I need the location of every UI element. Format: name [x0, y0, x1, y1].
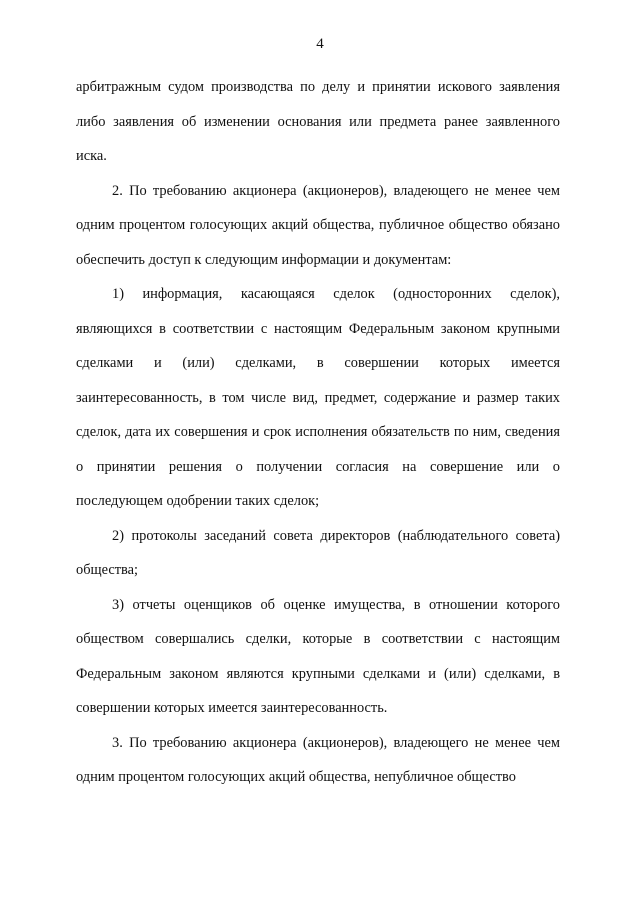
paragraph-item-3: 3) отчеты оценщиков об оценке имущества, в отношении которого обществом совершались сделки, которые в соответствии с настоящим Федеральным законом являются крупными сделками и (или) сделками, в совершении которых имеется заинтересованность.	[76, 596, 560, 716]
paragraph-continuation: арбитражным судом производства по делу и принятии искового заявления либо заявления об изменении основания или предмета ранее заявленного иска.	[76, 79, 560, 164]
paragraph-item-2: 2) протоколы заседаний совета директоров (наблюдательного совета) общества;	[76, 527, 560, 578]
paragraph-clause-3: 3. По требованию акционера (акционеров), владеющего не менее чем одним процентом голосующих акций общества, непубличное общество	[76, 734, 560, 785]
document-body	[76, 70, 560, 795]
paragraph-clause-2: 2. По требованию акционера (акционеров), владеющего не менее чем одним процентом голосующих акций общества, публичное общество обязано обеспечить доступ к следующим информации и документам:	[76, 182, 560, 268]
paragraph-item-1: 1) информация, касающаяся сделок (односторонних сделок), являющихся в соответствии с настоящим Федеральным законом крупными сделками и (или) сделками, в совершении которых имеется заинтересованность, в том числе вид, предмет, содержание и размер таких сделок, дата их совершения и срок исполнения обязательств по ним, сведения о принятии решения о получении согласия на совершение или о последующем одобрении таких сделок;	[76, 286, 560, 509]
page-number: 4	[316, 36, 324, 52]
